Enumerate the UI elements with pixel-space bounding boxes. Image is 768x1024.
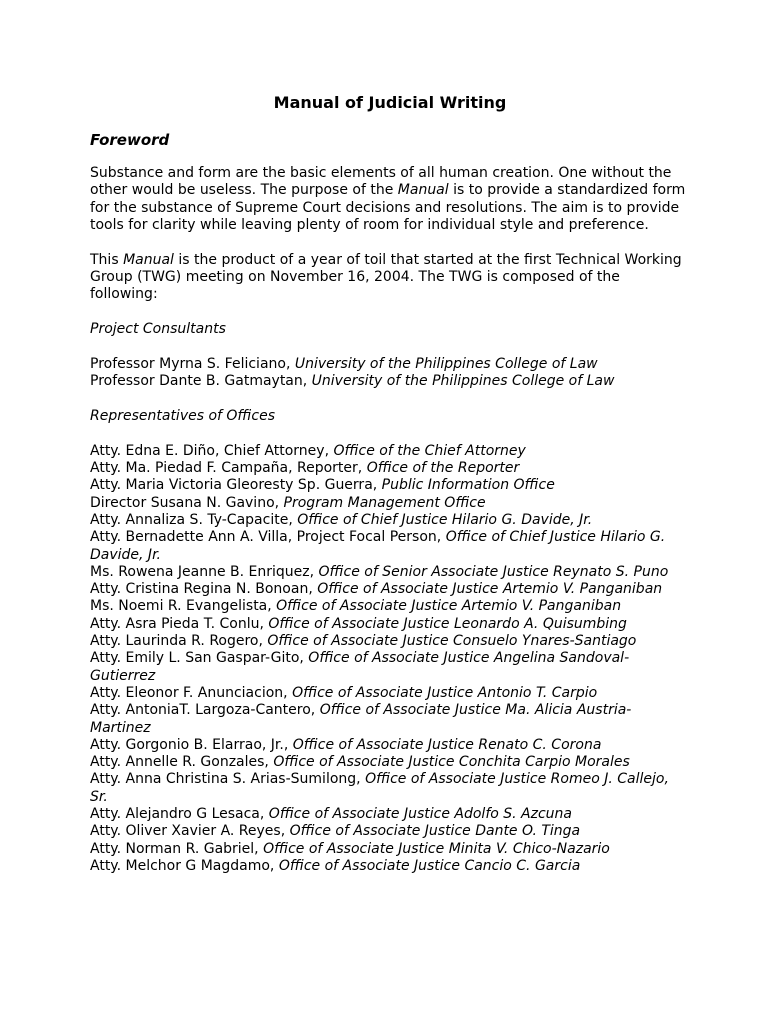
representative-item: Atty. Norman R. Gabriel, Office of Associate Justice Minita V. Chico-Nazario: [90, 840, 610, 857]
representative-item: Director Susana N. Gavino, Program Management Office: [90, 494, 486, 511]
manual-emphasis: Manual: [123, 251, 174, 268]
representative-item: Ms. Rowena Jeanne B. Enriquez, Office of Senior Associate Justice Reynato S. Puno: [90, 563, 669, 580]
representative-item: Atty. Cristina Regina N. Bonoan, Office of Associate Justice Artemio V. Panganiban: [90, 581, 663, 598]
representative-item: Atty. Edna E. Diño, Chief Attorney, Office of the Chief Attorney: [90, 442, 526, 459]
representative-item: Atty. Gorgonio B. Elarrao, Jr., Office of Associate Justice Renato C. Corona: [90, 736, 602, 753]
representative-item: Atty. Anna Christina S. Arias-Sumilong, Office of Associate Justice Romeo J. Callejo, Sr.: [90, 771, 669, 805]
project-consultants-heading: Project Consultants: [90, 321, 226, 338]
representative-item: Ms. Noemi R. Evangelista, Office of Associate Justice Artemio V. Panganiban: [90, 598, 622, 615]
representative-item: Atty. Oliver Xavier A. Reyes, Office of Associate Justice Dante O. Tinga: [90, 823, 581, 840]
representative-item: Atty. Laurinda R. Rogero, Office of Associate Justice Consuelo Ynares-Santiago: [90, 633, 637, 650]
consultant-item: Professor Myrna S. Feliciano, University of the Philippines College of Law: [90, 355, 598, 372]
representative-item: Atty. Asra Pieda T. Conlu, Office of Associate Justice Leonardo A. Quisumbing: [90, 615, 627, 632]
representative-item: Atty. AntoniaT. Largoza-Cantero, Office of Associate Justice Ma. Alicia Austria-Martinez: [90, 702, 632, 736]
manual-emphasis: Manual: [397, 182, 449, 199]
representative-item: Atty. Alejandro G Lesaca, Office of Associate Justice Adolfo S. Azcuna: [90, 806, 572, 822]
representative-item: Atty. Maria Victoria Gleoresty Sp. Guerra, Public Information Office: [90, 477, 555, 494]
foreword-paragraph-1: Substance and form are the basic elements of all human creation. One without the other would be useless. The purpose of the Manual is to provide a standardized form for the substance of Supreme Court decisions and resolutions. The aim is to provide tools for clarity while leaving plenty of room for individual style and preference.: [90, 165, 686, 233]
foreword-heading: Foreword: [90, 131, 170, 149]
representative-item: Atty. Ma. Piedad F. Campaña, Reporter, Office of the Reporter: [90, 460, 520, 477]
consultants-list: [90, 356, 690, 391]
representatives-heading: Representatives of Offices: [90, 407, 276, 424]
foreword-paragraph-2: This Manual is the product of a year of toil that started at the first Technical Working Group (TWG) meeting on November 16, 2004. The TWG is composed of the following:: [90, 251, 682, 303]
document-title: Manual of Judicial Writing: [273, 93, 507, 112]
representative-item: Atty. Eleonor F. Anunciacion, Office of Associate Justice Antonio T. Carpio: [90, 684, 598, 701]
document-page: [90, 93, 690, 893]
representative-item: Atty. Melchor G Magdamo, Office of Associate Justice Cancio C. Garcia: [90, 857, 581, 874]
representative-item: Atty. Bernadette Ann A. Villa, Project Focal Person, Office of Chief Justice Hilario G. Davide, Jr.: [90, 529, 666, 563]
representative-item: Atty. Emily L. San Gaspar-Gito, Office of Associate Justice Angelina Sandoval-Gutierrez: [90, 650, 630, 684]
representative-item: Atty. Annelle R. Gonzales, Office of Associate Justice Conchita Carpio Morales: [90, 754, 630, 771]
representative-item: Atty. Annaliza S. Ty-Capacite, Office of Chief Justice Hilario G. Davide, Jr.: [90, 511, 593, 528]
consultant-item: Professor Dante B. Gatmaytan, University of the Philippines College of Law: [90, 373, 615, 390]
representatives-list: [90, 443, 690, 875]
